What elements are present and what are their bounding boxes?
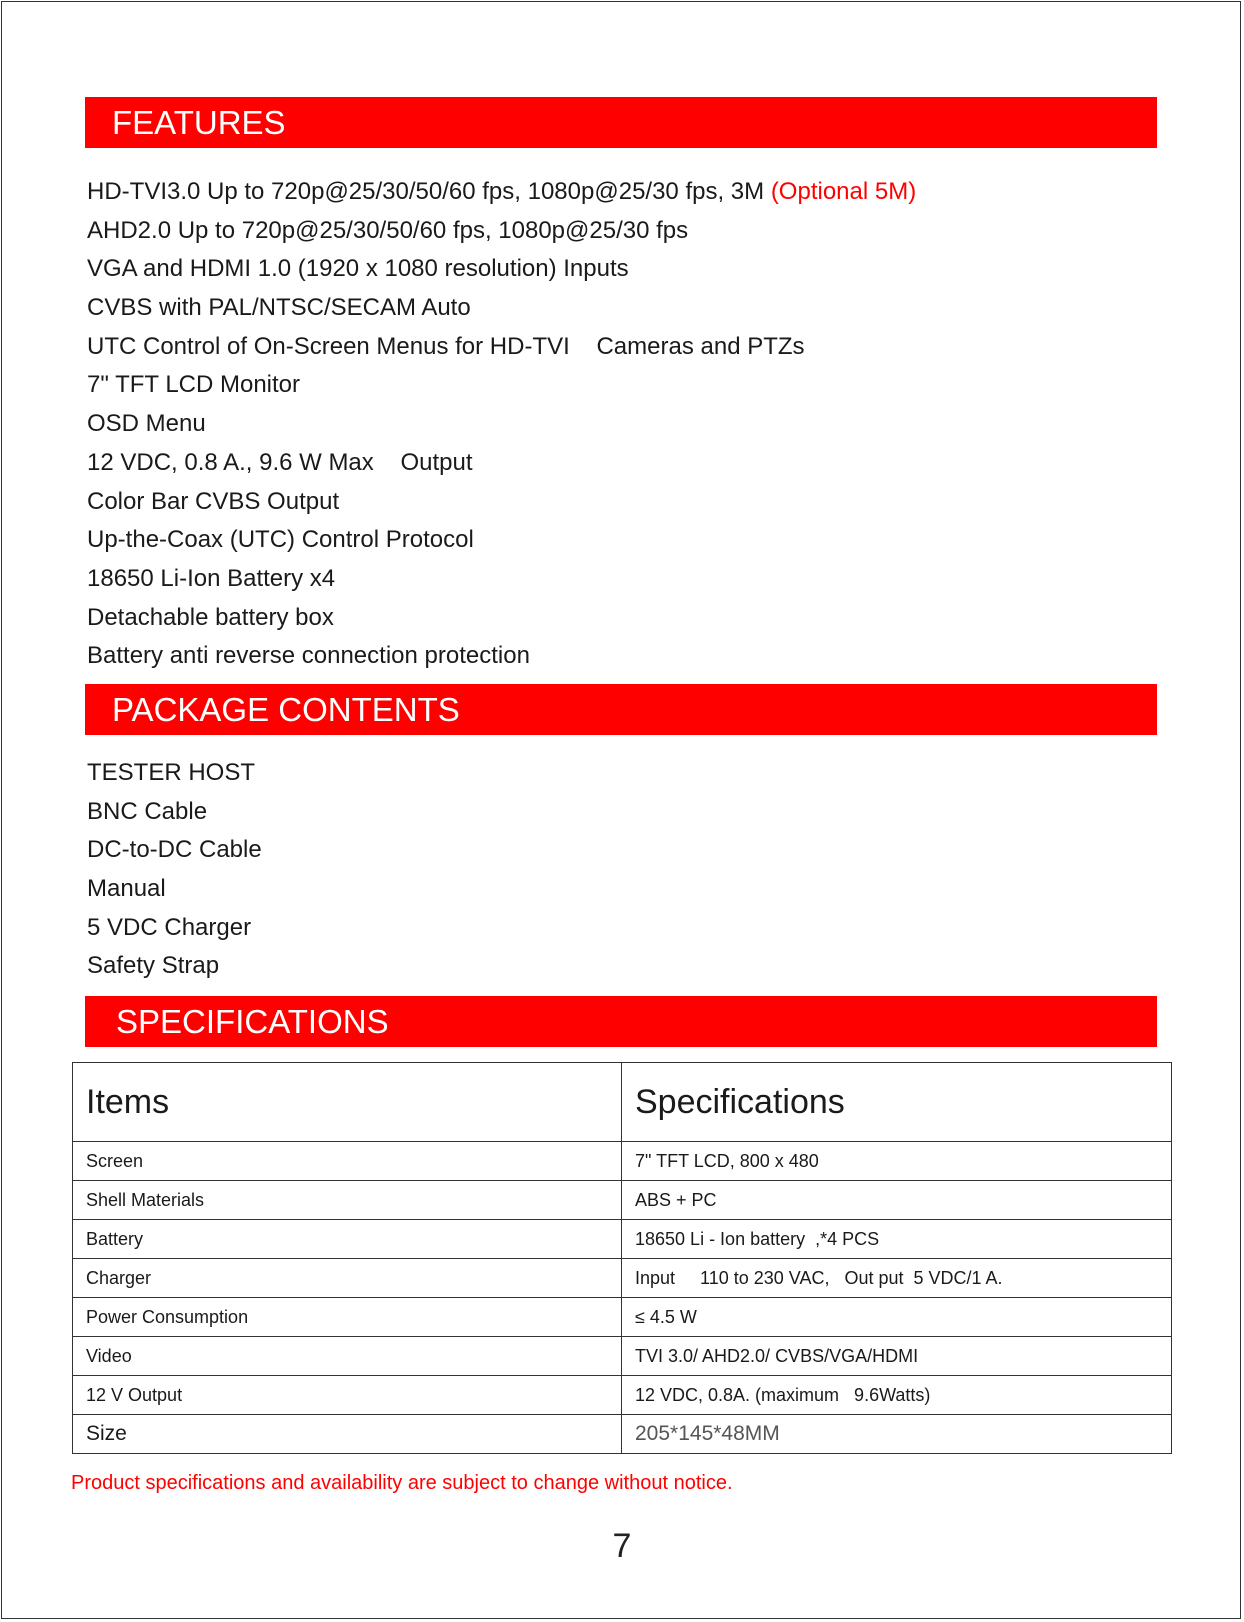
package-item: DC-to-DC Cable [87, 836, 262, 864]
package-item: 5 VDC Charger [87, 913, 252, 941]
item-cell: Video [73, 1337, 622, 1376]
spec-cell: 205*145*48MM [622, 1415, 1172, 1454]
features-heading-bar [85, 97, 1157, 148]
page-number: 7 [612, 1527, 632, 1565]
feature-item: Color Bar CVBS Output [87, 487, 340, 515]
item-cell: Charger [73, 1259, 622, 1298]
feature-item: UTC Control of On-Screen Menus for HD-TVI Cameras and PTZs [87, 332, 805, 360]
table-row [73, 1337, 1172, 1376]
table-row [73, 1181, 1172, 1220]
features-heading: FEATURES [112, 104, 286, 141]
spec-cell: ≤ 4.5 W [622, 1298, 1172, 1337]
package-heading: PACKAGE CONTENTS [112, 691, 460, 728]
feature-item: Battery anti reverse connection protection [87, 642, 530, 670]
spec-cell: 7" TFT LCD, 800 x 480 [622, 1142, 1172, 1181]
feature-item: CVBS with PAL/NTSC/SECAM Auto [87, 294, 471, 322]
feature-item: HD-TVI3.0 Up to 720p@25/30/50/60 fps, 1080p@25/30 fps, 3M (Optional 5M) [87, 178, 917, 205]
feature-item: 7" TFT LCD Monitor [87, 371, 301, 399]
item-cell: Screen [73, 1142, 622, 1181]
feature-item: AHD2.0 Up to 720p@25/30/50/60 fps, 1080p@25/30 fps [87, 216, 689, 244]
feature-item: VGA and HDMI 1.0 (1920 x 1080 resolution) Inputs [87, 255, 629, 283]
spec-cell: 18650 Li - Ion battery ,*4 PCS [622, 1220, 1172, 1259]
feature-item: 18650 Li-Ion Battery x4 [87, 564, 336, 592]
package-list [87, 754, 262, 986]
specifications-heading: SPECIFICATIONS [116, 1003, 389, 1040]
item-cell: Battery [73, 1220, 622, 1259]
item-cell: 12 V Output [73, 1376, 622, 1415]
package-item: Manual [87, 875, 166, 903]
package-heading-bar [85, 684, 1157, 735]
disclaimer-note: Product specifications and availability are subject to change without notice. [71, 1472, 733, 1494]
package-item: TESTER HOST [87, 759, 256, 786]
features-list [87, 173, 916, 676]
table-header-row [73, 1063, 1172, 1142]
specifications-heading-bar [85, 996, 1157, 1047]
package-item: Safety Strap [87, 952, 220, 980]
spec-cell: TVI 3.0/ AHD2.0/ CVBS/VGA/HDMI [622, 1337, 1172, 1376]
table-row [73, 1259, 1172, 1298]
table-row [73, 1376, 1172, 1415]
column-header-items: Items [73, 1063, 622, 1142]
spec-cell: 12 VDC, 0.8A. (maximum 9.6Watts) [622, 1376, 1172, 1415]
table-row [73, 1220, 1172, 1259]
feature-item: OSD Menu [87, 410, 206, 438]
feature-item: 12 VDC, 0.8 A., 9.6 W Max Output [87, 448, 473, 476]
feature-highlight: (Optional 5M) [770, 178, 917, 205]
package-item: BNC Cable [87, 797, 208, 825]
item-cell: Size [73, 1415, 622, 1454]
table-row [73, 1298, 1172, 1337]
table-row [73, 1415, 1172, 1454]
table-row [73, 1142, 1172, 1181]
spec-cell: ABS + PC [622, 1181, 1172, 1220]
feature-item: Up-the-Coax (UTC) Control Protocol [87, 526, 474, 554]
column-header-specifications: Specifications [622, 1063, 1172, 1142]
item-cell: Shell Materials [73, 1181, 622, 1220]
specifications-table [72, 1062, 1172, 1454]
item-cell: Power Consumption [73, 1298, 622, 1337]
spec-cell: Input 110 to 230 VAC, Out put 5 VDC/1 A. [622, 1259, 1172, 1298]
feature-item: Detachable battery box [87, 603, 334, 631]
